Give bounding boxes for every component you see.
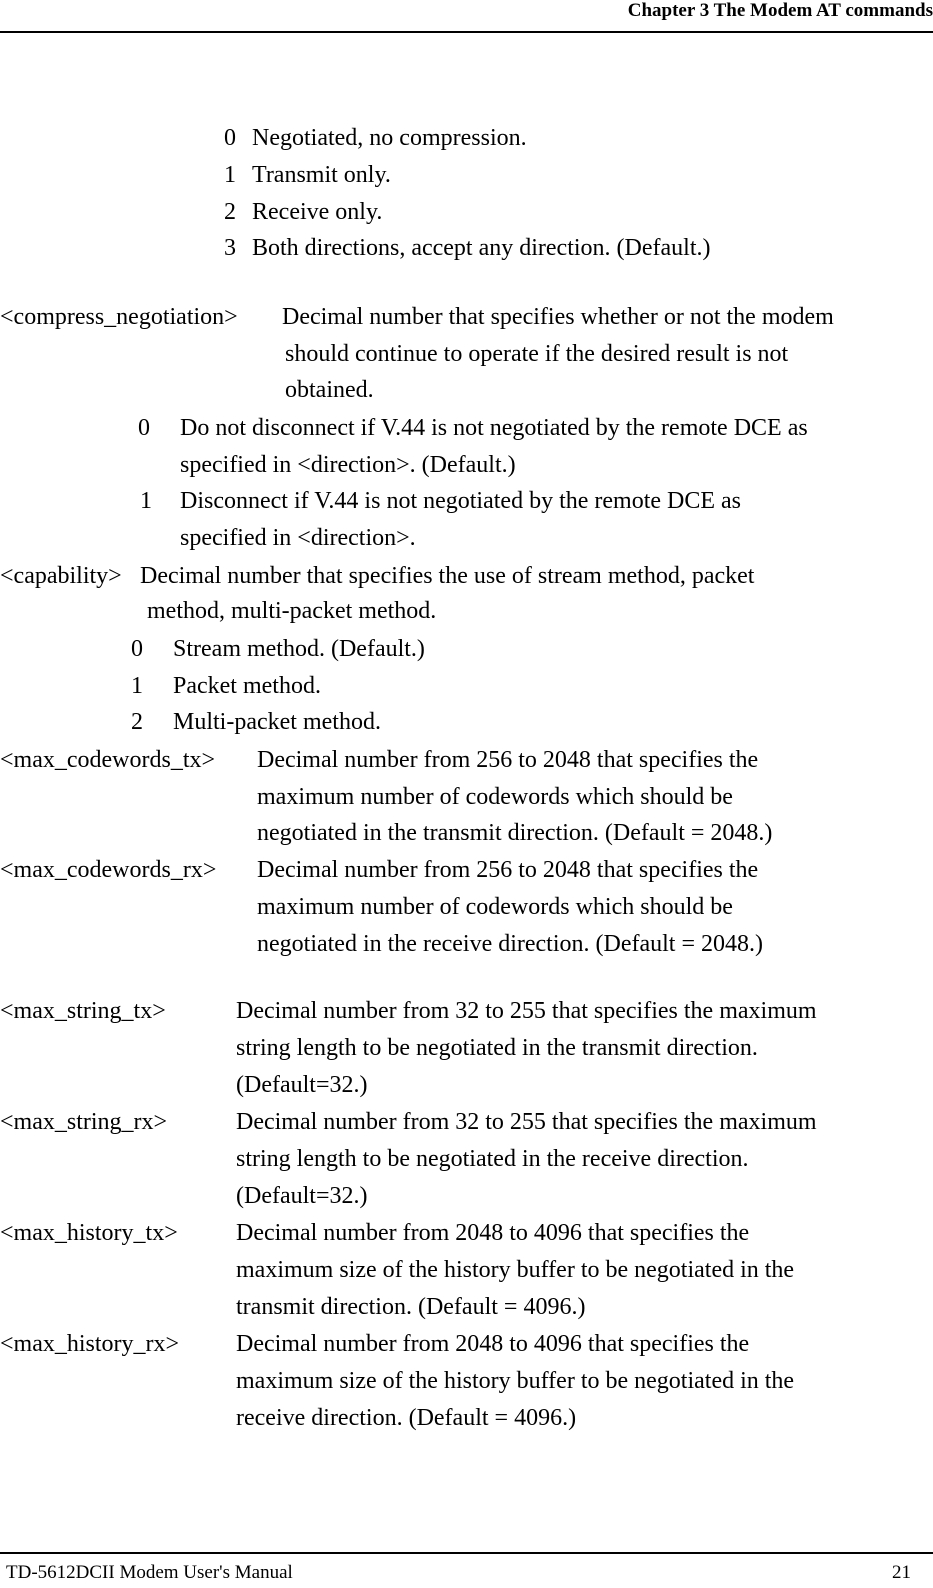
param-name-capability: <capability>: [0, 563, 122, 589]
option-text: Stream method. (Default.): [173, 636, 425, 662]
param-desc-line: (Default=32.): [236, 1072, 368, 1098]
option-text: Multi-packet method.: [173, 709, 381, 735]
param-desc-line: should continue to operate if the desired result is not: [285, 341, 789, 367]
param-desc-line: obtained.: [285, 377, 374, 403]
direction-option-text: Receive only.: [252, 199, 383, 225]
param-desc-line: string length to be negotiated in the transmit direction.: [236, 1035, 758, 1061]
param-desc-line: maximum size of the history buffer to be negotiated in the: [236, 1257, 795, 1283]
option-text: Disconnect if V.44 is not negotiated by the remote DCE as: [180, 488, 742, 514]
direction-option-value: 0: [224, 125, 236, 151]
param-name-max-codewords-rx: <max_codewords_rx>: [0, 857, 217, 883]
param-desc-line: Decimal number from 256 to 2048 that specifies the: [257, 857, 759, 883]
param-name-max-history-tx: <max_history_tx>: [0, 1220, 178, 1246]
param-desc-line: Decimal number from 2048 to 4096 that specifies the: [236, 1331, 750, 1357]
option-text: Packet method.: [173, 673, 321, 699]
param-name-max-string-tx: <max_string_tx>: [0, 998, 166, 1024]
option-value: 1: [131, 673, 143, 699]
option-text: specified in <direction>. (Default.): [180, 452, 516, 478]
direction-option-value: 3: [224, 235, 236, 261]
param-desc-line: Decimal number from 256 to 2048 that specifies the: [257, 747, 759, 773]
direction-option-text: Transmit only.: [252, 162, 391, 188]
param-desc-line: method, multi-packet method.: [147, 598, 437, 624]
param-desc-line: Decimal number from 2048 to 4096 that specifies the: [236, 1220, 750, 1246]
param-desc-line: negotiated in the receive direction. (Default = 2048.): [257, 931, 764, 957]
param-desc-line: Decimal number that specifies the use of stream method, packet: [140, 563, 755, 589]
option-value: 2: [131, 709, 143, 735]
param-name-max-history-rx: <max_history_rx>: [0, 1331, 180, 1357]
chapter-header: Chapter 3 The Modem AT commands: [627, 0, 933, 21]
param-name-max-string-rx: <max_string_rx>: [0, 1109, 168, 1135]
manual-title: TD-5612DCII Modem User's Manual: [6, 1562, 293, 1583]
param-desc-line: Decimal number from 32 to 255 that specifies the maximum: [236, 1109, 817, 1135]
param-desc-line: maximum number of codewords which should be: [257, 784, 733, 810]
param-desc-line: string length to be negotiated in the receive direction.: [236, 1146, 749, 1172]
option-value: 1: [140, 488, 152, 514]
param-desc-line: Decimal number from 32 to 255 that specifies the maximum: [236, 998, 817, 1024]
param-desc-line: Decimal number that specifies whether or not the modem: [282, 304, 834, 330]
direction-option-value: 1: [224, 162, 236, 188]
param-name-max-codewords-tx: <max_codewords_tx>: [0, 747, 216, 773]
direction-option-value: 2: [224, 199, 236, 225]
param-desc-line: receive direction. (Default = 4096.): [236, 1405, 577, 1431]
option-text: specified in <direction>.: [180, 525, 416, 551]
option-value: 0: [131, 636, 143, 662]
param-desc-line: maximum number of codewords which should be: [257, 894, 733, 920]
param-desc-line: negotiated in the transmit direction. (Default = 2048.): [257, 820, 773, 846]
option-value: 0: [138, 415, 150, 441]
option-text: Do not disconnect if V.44 is not negotiated by the remote DCE as: [180, 415, 808, 441]
header-rule: [0, 31, 933, 33]
footer-rule: [0, 1552, 933, 1554]
param-name-compress-negotiation: <compress_negotiation>: [0, 304, 238, 330]
param-desc-line: (Default=32.): [236, 1183, 368, 1209]
param-desc-line: transmit direction. (Default = 4096.): [236, 1294, 586, 1320]
direction-option-text: Both directions, accept any direction. (Default.): [252, 235, 711, 261]
direction-option-text: Negotiated, no compression.: [252, 125, 527, 151]
page-number: 21: [892, 1562, 911, 1583]
param-desc-line: maximum size of the history buffer to be negotiated in the: [236, 1368, 795, 1394]
